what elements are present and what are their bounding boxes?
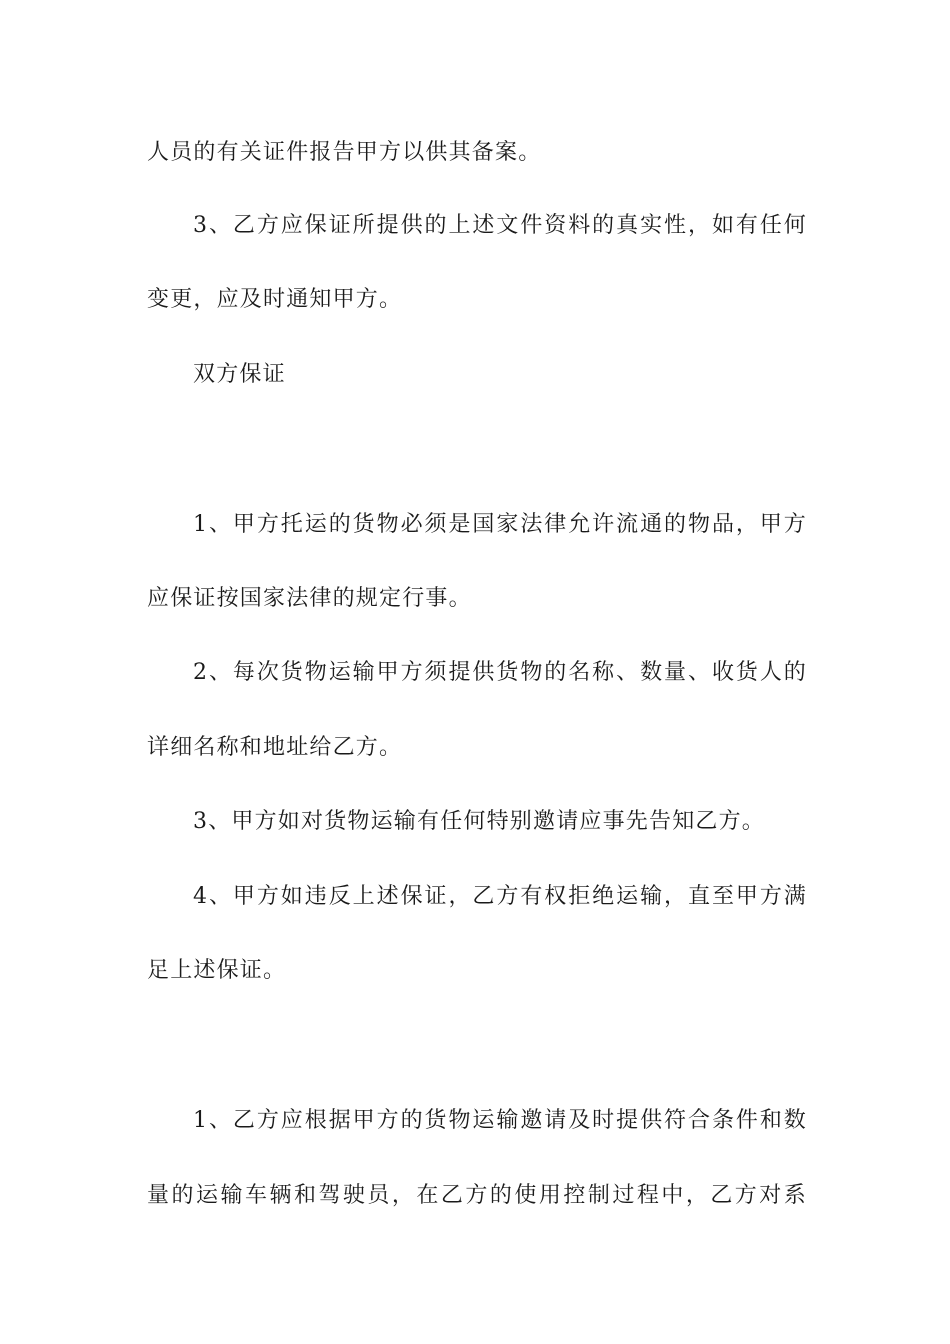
paragraph-line: 应保证按国家法律的规定行事。 — [147, 586, 472, 611]
paragraph-line: 3、乙方应保证所提供的上述文件资料的真实性，如有任何 — [193, 213, 807, 238]
paragraph-line: 1、甲方托运的货物必须是国家法律允许流通的物品，甲方 — [193, 512, 807, 537]
paragraph-line: 1、乙方应根据甲方的货物运输邀请及时提供符合条件和数 — [193, 1108, 807, 1133]
paragraph-line: 足上述保证。 — [147, 958, 287, 983]
paragraph-line: 3、甲方如对货物运输有任何特别邀请应事先告知乙方。 — [193, 809, 765, 834]
paragraph-line: 人员的有关证件报告甲方以供其备案。 — [147, 140, 542, 165]
section-heading: 双方保证 — [193, 362, 286, 387]
paragraph-line: 4、甲方如违反上述保证，乙方有权拒绝运输，直至甲方满 — [193, 884, 807, 909]
paragraph-line: 详细名称和地址给乙方。 — [147, 735, 403, 760]
paragraph-line: 量的运输车辆和驾驶员，在乙方的使用控制过程中，乙方对系 — [147, 1183, 807, 1208]
paragraph-line: 2、每次货物运输甲方须提供货物的名称、数量、收货人的 — [193, 660, 807, 685]
paragraph-line: 变更，应及时通知甲方。 — [147, 287, 403, 312]
